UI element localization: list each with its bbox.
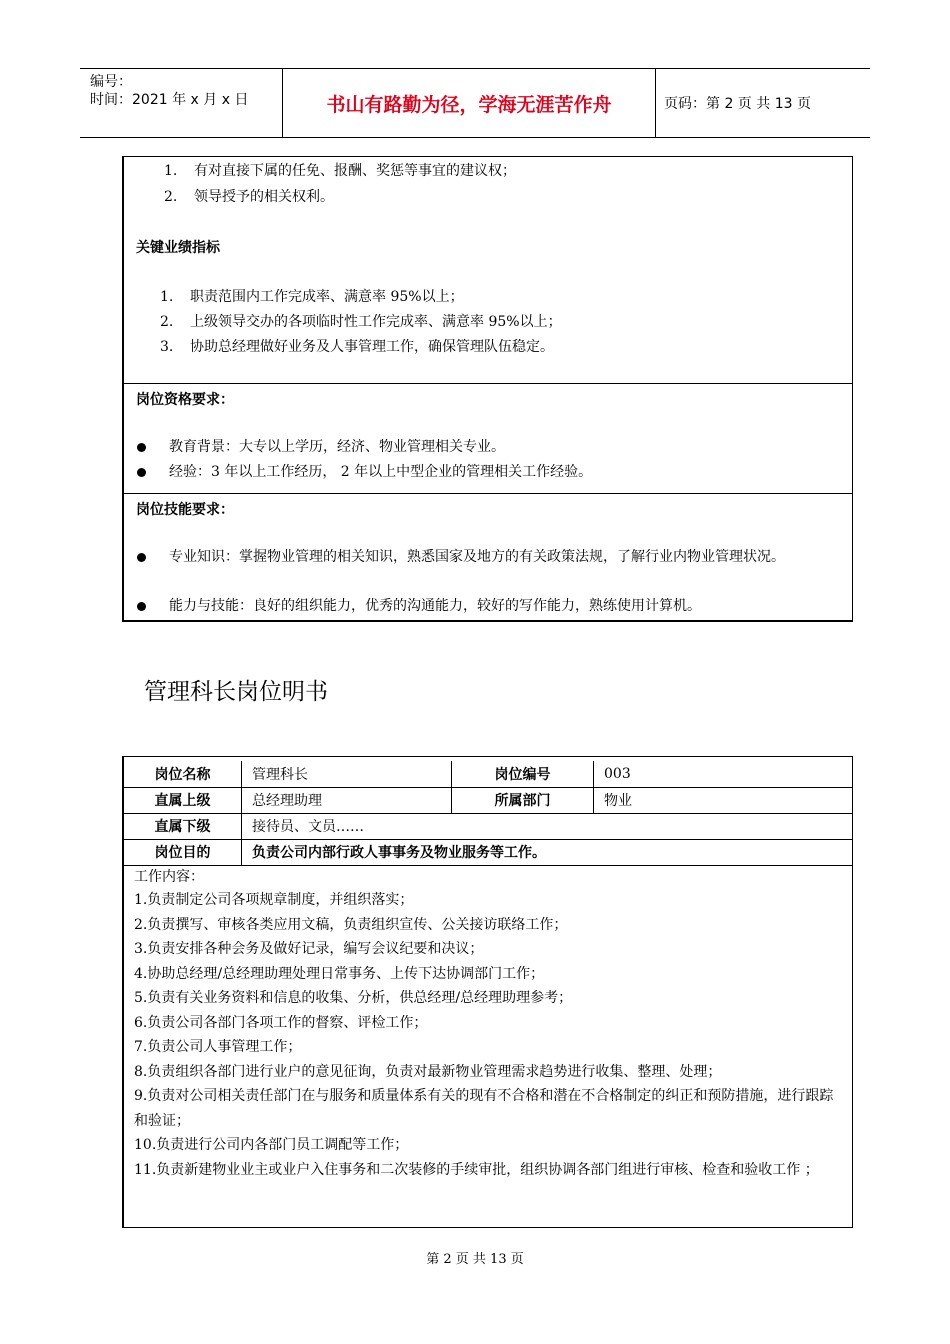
value-cell: 负责公司内部行政人事事务及物业服务等工作。 <box>252 845 546 861</box>
header-meta <box>80 69 282 137</box>
table-row <box>124 839 852 866</box>
bullet-icon <box>137 602 146 611</box>
table-row <box>124 761 852 788</box>
header-motto: 书山有路勤为径，学海无涯苦作舟 <box>282 69 656 137</box>
value-cell: 003 <box>604 766 631 782</box>
rights-item: 2. 领导授予的相关权利。 <box>164 189 334 205</box>
list-item: 10.负责进行公司内各部门员工调配等工作； <box>134 1137 409 1153</box>
qualifications-heading: 岗位资格要求： <box>136 392 234 408</box>
list-item: 11.负责新建物业业主或业户入住事务和二次装修的手续审批，组织协调各部门组进行审核、检查和验收工作 ； <box>134 1161 819 1178</box>
list-item: 9.负责对公司相关责任部门在与服务和质量体系有关的现有不合格和潜在不合格制定的纠正和预防措施，进行跟踪和验证； <box>134 1088 834 1129</box>
table-row <box>124 787 852 814</box>
list-item: 2.负责撰写、审核各类应用文稿，负责组织宣传、公关接访联络工作； <box>134 916 568 933</box>
bullet-icon <box>137 443 146 452</box>
list-item: 5.负责有关业务资料和信息的收集、分析，供总经理/总经理助理参考； <box>134 990 573 1006</box>
label-cell: 直属上级 <box>124 787 242 813</box>
document-number: 编号： <box>90 74 132 90</box>
work-content-heading: 工作内容： <box>134 869 204 885</box>
skills-heading: 岗位技能要求： <box>136 502 234 518</box>
previous-position-continuation <box>122 156 853 622</box>
qualification-item: 教育背景：大专以上学历，经济、物业管理相关专业。 <box>137 435 837 459</box>
label-cell: 岗位目的 <box>124 839 242 865</box>
list-item: 3.负责安排各种会务及做好记录，编写会议纪要和决议； <box>134 941 484 957</box>
list-item: 7.负责公司人事管理工作； <box>134 1039 302 1055</box>
document-date: 时间：2021 年 x 月 x 日 <box>90 92 249 108</box>
page-header <box>80 68 870 138</box>
list-item: 4.协助总经理/总经理助理处理日常事务、上传下达协调部门工作； <box>134 965 545 982</box>
rights-item: 1. 有对直接下属的任免、报酬、奖惩等事宜的建议权； <box>164 163 516 179</box>
label-cell: 直属下级 <box>124 813 242 839</box>
skill-item: 专业知识：掌握物业管理的相关知识，熟悉国家及地方的有关政策法规，了解行业内物业管理状况。 <box>137 545 847 593</box>
value-cell: 接待员、文员…… <box>252 819 364 835</box>
job-description-table <box>122 756 853 1228</box>
value-cell: 总经理助理 <box>242 787 452 813</box>
value-cell: 管理科长 <box>242 761 452 787</box>
work-content-list <box>134 888 844 1182</box>
label-cell: 所属部门 <box>452 787 594 813</box>
kpi-item: 3. 协助总经理做好业务及人事管理工作，确保管理队伍稳定。 <box>160 339 554 355</box>
list-item: 8.负责组织各部门进行业户的意见征询，负责对最新物业管理需求趋势进行收集、整理、处理； <box>134 1063 722 1080</box>
table-row <box>124 813 852 840</box>
skill-item: 能力与技能：良好的组织能力，优秀的沟通能力，较好的写作能力，熟练使用计算机。 <box>137 594 837 618</box>
page-footer: 第 2 页 共 13 页 <box>426 1252 524 1267</box>
bullet-icon <box>137 553 146 562</box>
divider <box>124 383 852 384</box>
list-item: 6.负责公司各部门各项工作的督察、评检工作； <box>134 1014 428 1031</box>
list-item: 1.负责制定公司各项规章制度，并组织落实； <box>134 892 414 908</box>
bullet-icon <box>137 468 146 477</box>
value-cell: 物业 <box>604 793 632 809</box>
kpi-item: 2. 上级领导交办的各项临时性工作完成率、满意率 95%以上； <box>160 314 562 330</box>
kpi-heading: 关键业绩指标 <box>136 240 220 256</box>
label-cell: 岗位编号 <box>452 761 594 787</box>
qualification-item: 经验：3 年以上工作经历， 2 年以上中型企业的管理相关工作经验。 <box>137 460 837 484</box>
header-page-info: 页码：第 2 页 共 13 页 <box>664 96 811 112</box>
label-cell: 岗位名称 <box>124 761 242 787</box>
kpi-item: 1. 职责范围内工作完成率、满意率 95%以上； <box>160 289 464 305</box>
divider <box>124 493 852 494</box>
page-title: 管理科长岗位明书 <box>144 679 328 705</box>
